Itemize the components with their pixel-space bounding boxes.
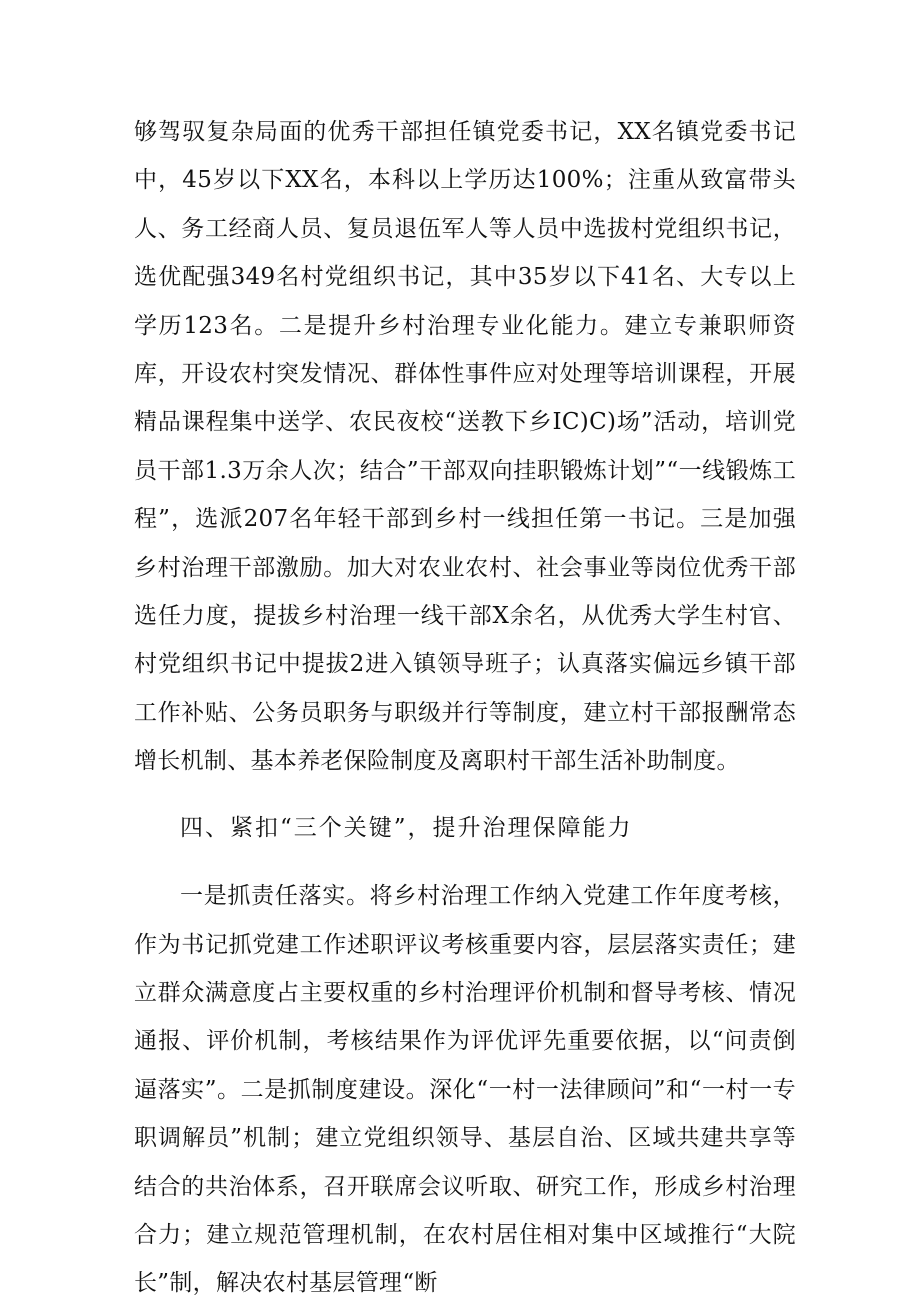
section-heading-4: 四、紧扣“三个关键”，提升治理保障能力 <box>180 814 633 841</box>
spacer <box>134 852 796 872</box>
document-body <box>134 108 796 1308</box>
body-paragraph-section-4: 一是抓责任落实。将乡村治理工作纳入党建工作年度考核，作为书记抓党建工作述职评议考核重要内容，层层落实责任；建立群众满意度占主要权重的乡村治理评价机制和督导考核、情况通报、评价机制，考核结果作为评优评先重要依据，以“问责倒逼落实”。二是抓制度建设。深化“一村一法律顾问”和“一村一专职调解员”机制；建立党组织领导、基层自治、区域共建共享等结合的共治体系，召开联席会议听取、研究工作，形成乡村治理合力；建立规范管理机制，在农村居住相对集中区域推行“大院长”制，解决农村基层管理“断 <box>134 883 796 1297</box>
body-paragraph-continued: 够驾驭复杂局面的优秀干部担任镇党委书记，XX名镇党委书记中，45岁以下XX名，本科以上学历达100%；注重从致富带头人、务工经商人员、复员退伍军人等人员中选拔村党组织书记，选优配强349名村党组织书记，其中35岁以下41名、大专以上学历123名。二是提升乡村治理专业化能力。建立专兼职师资库，开设农村突发情况、群体性事件应对处理等培训课程，开展精品课程集中送学、农民夜校“送教下乡IC)C)场”活动，培训党员干部1.3万余人次；结合”干部双向挂职锻炼计划”“一线锻炼工程”，选派207名年轻干部到乡村一线担任第一书记。三是加强乡村治理干部激励。加大对农业农村、社会事业等岗位优秀干部选任力度，提拔乡村治理一线干部X余名，从优秀大学生村官、村党组织书记中提拔2进入镇领导班子；认真落实偏远乡镇干部工作补贴、公务员职务与职级并行等制度，建立村干部报酬常态增长机制、基本养老保险制度及离职村干部生活补助制度。 <box>134 119 796 775</box>
spacer <box>134 786 796 804</box>
